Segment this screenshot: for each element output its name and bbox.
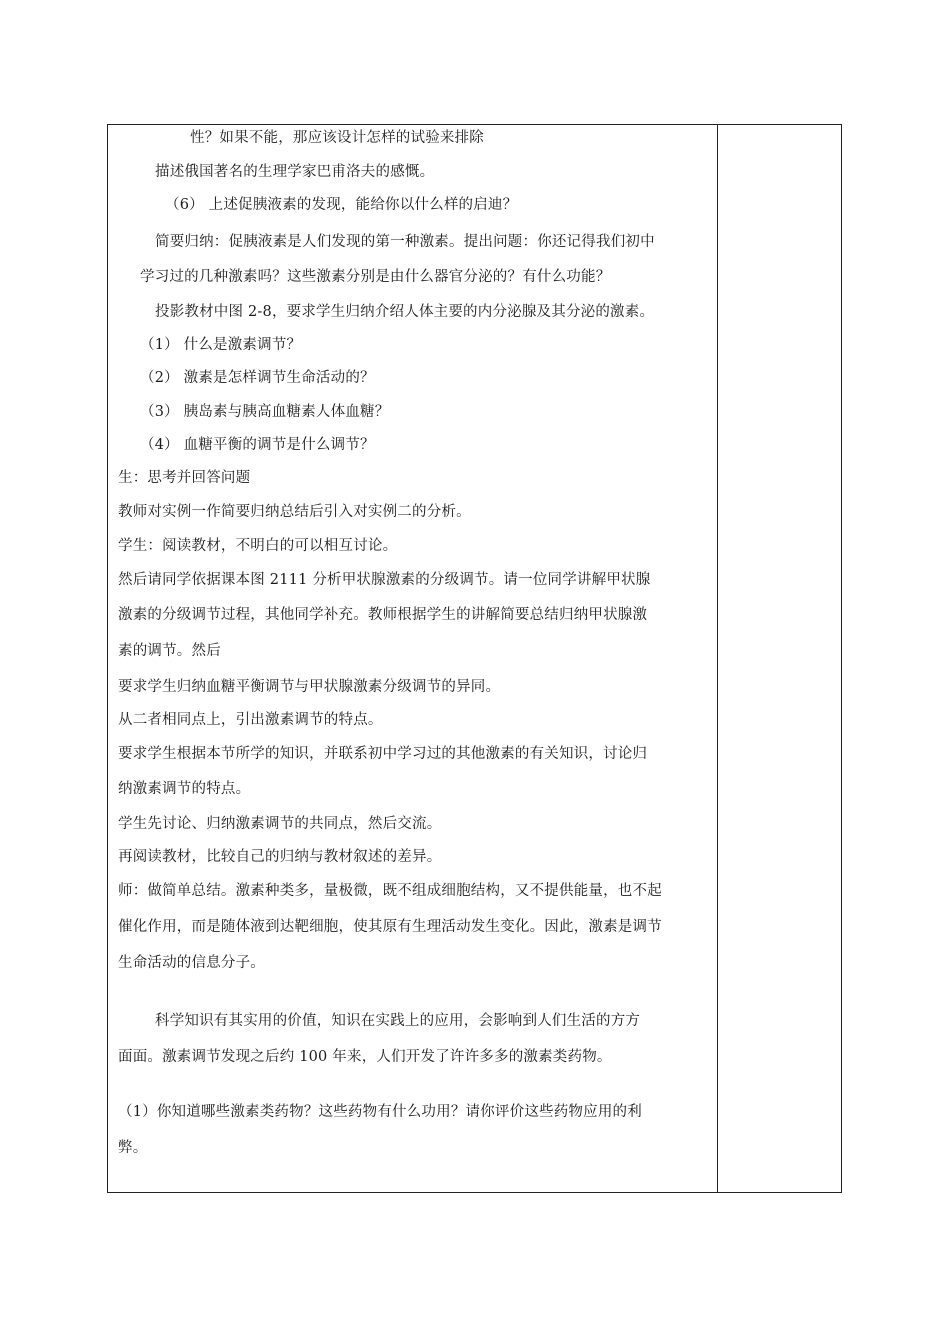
text-line: 性？如果不能，那应该设计怎样的试验来排除	[190, 130, 484, 146]
text-line: 学习过的几种激素吗？这些激素分别是由什么器官分泌的？有什么功能？	[140, 269, 611, 285]
text-line: （3） 胰岛素与胰高血糖素人体血糖？	[140, 404, 390, 420]
text-line: 简要归纳：促胰液素是人们发现的第一种激素。提出问题：你还记得我们初中	[155, 234, 655, 250]
text-line: 催化作用，而是随体液到达靶细胞，使其原有生理活动发生变化。因此，激素是调节	[118, 919, 662, 935]
text-line: （4） 血糖平衡的调节是什么调节？	[140, 437, 375, 453]
text-line: 学生：阅读教材，不明白的可以相互讨论。	[118, 538, 398, 554]
text-line: 要求学生根据本节所学的知识，并联系初中学习过的其他激素的有关知识，讨论归	[118, 746, 648, 762]
text-line: 学生先讨论、归纳激素调节的共同点，然后交流。	[118, 816, 442, 832]
text-line: 面面。激素调节发现之后约 100 年来，人们开发了许许多多的激素类药物。	[118, 1049, 612, 1065]
text-line: 激素的分级调节过程，其他同学补充。教师根据学生的讲解简要总结归纳甲状腺激	[118, 607, 648, 623]
text-line: 师：做简单总结。激素种类多，量极微，既不组成细胞结构，又不提供能量，也不起	[118, 883, 662, 899]
text-line: 弊。	[118, 1140, 148, 1156]
text-line: （1）你知道哪些激素类药物？这些药物有什么功用？请你评价这些药物应用的利	[118, 1104, 642, 1120]
text-line: 然后请同学依据课本图 2111 分析甲状腺激素的分级调节。请一位同学讲解甲状腺	[118, 572, 651, 588]
text-line: 要求学生归纳血糖平衡调节与甲状腺激素分级调节的异同。	[118, 679, 501, 695]
text-line: 教师对实例一作简要归纳总结后引入对实例二的分析。	[118, 504, 471, 520]
text-line: （6） 上述促胰液素的发现，能给你以什么样的启迪？	[165, 197, 518, 213]
text-line: 描述俄国著名的生理学家巴甫洛夫的感慨。	[155, 164, 435, 180]
text-line: 素的调节。然后	[118, 643, 221, 659]
text-line: 科学知识有其实用的价值，知识在实践上的应用，会影响到人们生活的方方	[155, 1013, 641, 1029]
text-line: 生：思考并回答问题	[118, 470, 251, 486]
text-line: 投影教材中图 2-8，要求学生归纳介绍人体主要的内分泌腺及其分泌的激素。	[155, 304, 655, 320]
text-line: 生命活动的信息分子。	[118, 955, 265, 971]
text-line: 再阅读教材，比较自己的归纳与教材叙述的差异。	[118, 849, 442, 865]
text-line: 纳激素调节的特点。	[118, 781, 251, 797]
text-line: 从二者相同点上，引出激素调节的特点。	[118, 712, 383, 728]
text-line: （2） 激素是怎样调节生命活动的？	[140, 370, 375, 386]
text-line: （1） 什么是激素调节？	[140, 337, 302, 353]
